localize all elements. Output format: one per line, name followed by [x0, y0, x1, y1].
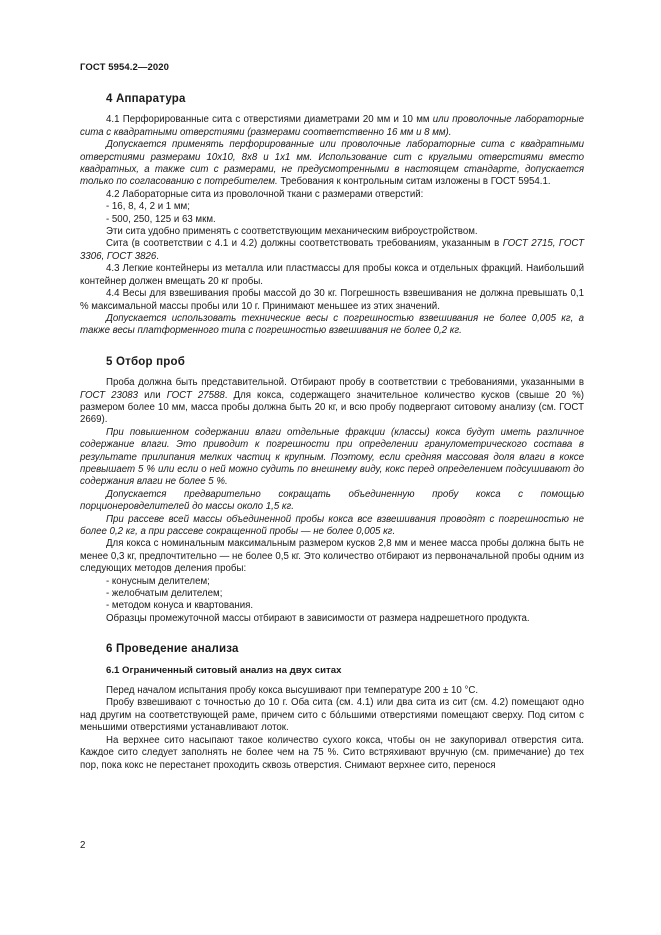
paragraph-5-2: Для кокса с номинальным максимальным размером кусков 2,8 мм и менее масса пробы должна быть не менее 0,3 кг, предпочтительно — не более 0,5 кг. Это количество отбирают из первоначальной пробы одним из следующих методов деления пробы: [80, 538, 584, 575]
note-5-2: Допускается предварительно сокращать объединенную пробу кокса с помощью порционеровделителей до массы около 1,5 кг. [80, 488, 584, 513]
page-header: ГОСТ 5954.2—2020 [80, 62, 170, 73]
text: Допускается применять перфорированные или проволочные лабораторные сита с квадратными отверстиями размерами 10x10, 8x8 и 1x1 мм. Использование сит с круглыми отверстиями вместо квадратных, а также сит с размерами, не предусмотренными в настоящем стандарте, допускается только по согласованию с потребителем. [80, 139, 584, 188]
section-6 [80, 643, 584, 772]
text: . [156, 250, 159, 262]
text-italic: ГОСТ 2715, ГОСТ 3306, ГОСТ 3826 [80, 238, 584, 262]
paragraph-4-4: 4.4 Весы для взвешивания пробы массой до 30 кг. Погрешность взвешивания не должна превышать 0,1 % максимальной массы пробы или 10 г. Принимают меньшее из этих значений. [80, 288, 584, 312]
text-italic: или проволочные лабораторные сита с квадратными отверстиями (размерами соответственно 16 мм и 8 мм). [80, 114, 584, 138]
list-item: - конусным делителем; [106, 575, 210, 587]
section-4-title: 4 Аппаратура [106, 93, 186, 105]
list-item: - 16, 8, 4, 2 и 1 мм; [106, 201, 190, 213]
text-italic: ГОСТ 23083 [80, 389, 139, 401]
subsection-6-1-title: 6.1 Ограниченный ситовый анализ на двух ситах [106, 664, 342, 676]
paragraph-4-2-note: Эти сита удобно применять с соответствующим механическим виброустройством. [106, 226, 478, 238]
text: 4.1 Перфорированные сита с отверстиями диаметрами 20 мм и 10 мм [106, 114, 433, 126]
list-item: - 500, 250, 125 и 63 мкм. [106, 213, 216, 225]
section-5 [80, 356, 584, 626]
paragraph-6-1-1: Перед началом испытания пробу кокса высушивают при температуре 200 ± 10 °С. [106, 685, 479, 697]
paragraph-4-1 [80, 114, 584, 139]
text: Сита (в соответствии с 4.1 и 4.2) должны соответствовать требованиям, указанным в [106, 238, 503, 250]
section-6-title: 6 Проведение анализа [106, 643, 239, 656]
note-4-1 [80, 139, 584, 189]
list-item: - методом конуса и квартования. [106, 600, 254, 612]
note-5-3: При рассеве всей массы объединенной пробы кокса все взвешивания проводят с погрешностью не более 0,2 кг, а при рассеве сокращенной пробы — не более 0,005 кг. [80, 513, 584, 537]
section-4 [80, 93, 584, 338]
paragraph-4-2: 4.2 Лабораторные сита из проволочной ткани с размерами отверстий: [106, 188, 424, 200]
text: . Для кокса, содержащего значительное количество кусков (свыше 20 %) размером более 10 мм, масса пробы должна быть 20 кг, и всю пробу подвергают ситовому анализу (см. ГОСТ 2669). [80, 389, 584, 426]
text: Требования к контрольным ситам изложены в ГОСТ 5954.1. [280, 176, 551, 188]
note-5-1: При повышенном содержании влаги отдельные фракции (классы) кокса будут иметь различное содержание влаги. Это приводит к погрешности при определении гранулометрического состава в результате прилипания мелких частиц к крупным. Поэтому, если средняя массовая доля влаги в коксе превышает 5 % или если о ней можно судить по внешнему виду, кокс перед определением подсушивают до содержания влаги не более 5 %. [80, 426, 584, 488]
text-italic: ГОСТ 27588 [166, 389, 225, 401]
page-number: 2 [80, 840, 86, 851]
list-item: - желобчатым делителем; [106, 588, 223, 600]
note-4-4: Допускается использовать технические весы с погрешностью взвешивания не более 0,005 кг, а также весы платформенного типа с погрешностью взвешивания не более 0,2 кг. [80, 312, 584, 337]
page-content [80, 93, 584, 772]
paragraph-5-1 [80, 377, 584, 427]
section-5-title: 5 Отбор проб [106, 355, 186, 368]
paragraph-6-1-2: Пробу взвешивают с точностью до 10 г. Оба сита (см. 4.1) или два сита из сит (см. 4.2) помещают одно над другим на соответствующей раме, причем сито с бо́льшими отверстиями помещают сверху. Под ситом с меньшими отверстиями устанавливают лоток. [80, 697, 584, 734]
text: Проба должна быть представительной. Отбирают пробу в соответствии с требованиями, указанными в [106, 377, 584, 389]
paragraph-4-3: 4.3 Легкие контейнеры из металла или пластмассы для пробы кокса и отдельных фракций. Наибольший контейнер должен вмещать 20 кг пробы. [80, 263, 584, 287]
text: или [138, 389, 167, 401]
paragraph-5-3: Образцы промежуточной массы отбирают в зависимости от размера надрешетного продукта. [106, 612, 530, 624]
paragraph-4-2-req [80, 238, 584, 263]
paragraph-6-1-3: На верхнее сито насыпают такое количество сухого кокса, чтобы он не закупоривал отверстия сита. Каждое сито следует заполнять не более чем на 75 %. Сито встряхивают вручную (см. примечание) до тех пор, пока кокс не перестанет проходить сквозь отверстия. Снимают верхнее сито, перенося [80, 734, 584, 771]
